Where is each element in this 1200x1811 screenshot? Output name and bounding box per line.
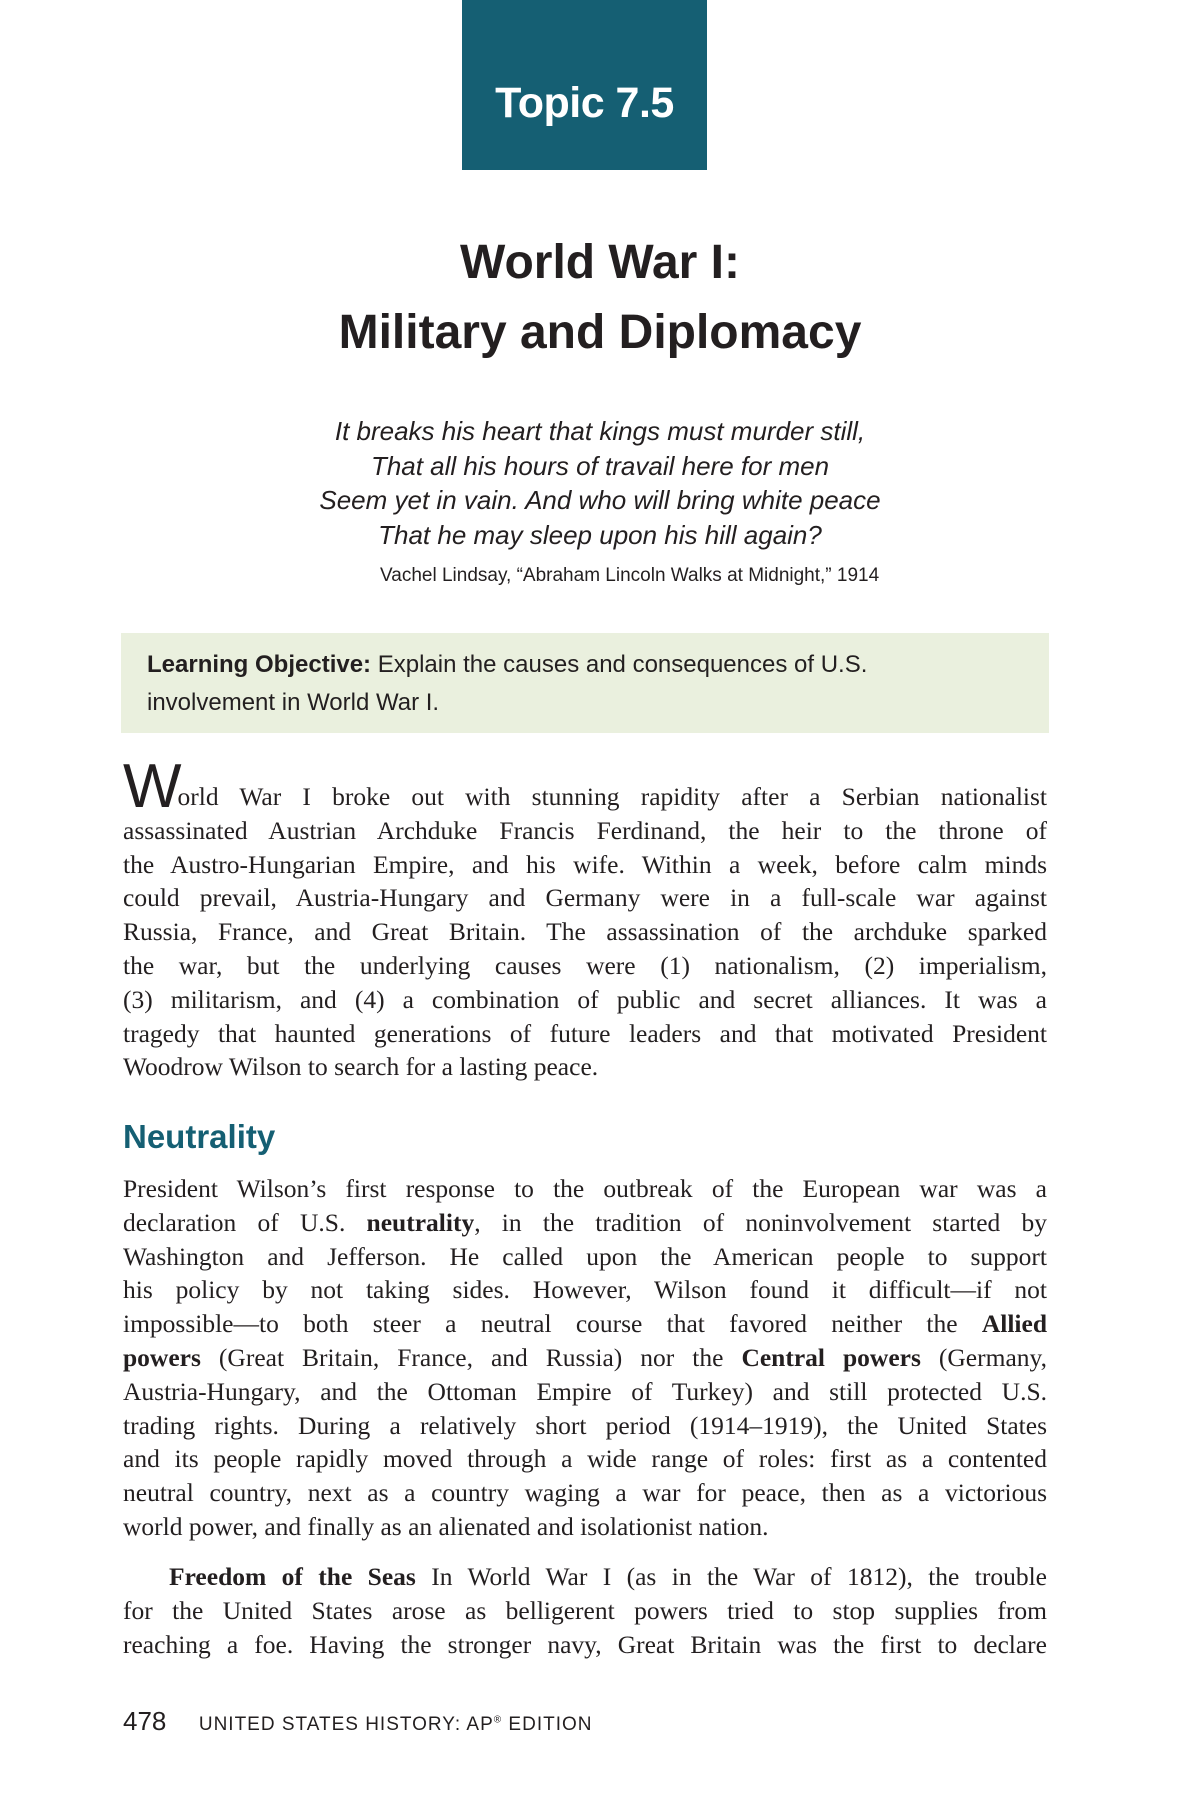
book-title	[199, 1714, 593, 1735]
title-line-1: World War I:	[460, 236, 740, 289]
title-line-2: Military and Diplomacy	[338, 306, 862, 359]
paragraph-line: Austria-Hungary, and the Ottoman Empire of Turkey) and still protected U.S.	[123, 1376, 1047, 1406]
intro-line-text: orld War I broke out with stunning rapidity after a Serbian nationalist	[177, 782, 1047, 811]
freedom-of-seas-paragraph	[123, 1560, 1047, 1661]
intro-line: the Austro-Hungarian Empire, and his wife. Within a week, before calm minds	[123, 849, 1047, 879]
epigraph-line: That he may sleep upon his hill again?	[378, 519, 822, 550]
text-run: , in the tradition of noninvolvement started by	[474, 1207, 1047, 1237]
paragraph-line: Washington and Jefferson. He called upon the American people to support	[123, 1241, 1047, 1271]
epigraph-attribution: Vachel Lindsay, “Abraham Lincoln Walks at Midnight,” 1914	[380, 565, 880, 586]
topic-label-box	[462, 0, 707, 170]
intro-line	[123, 752, 1047, 821]
learning-objective-text-1: Explain the causes and consequences of U.S.	[377, 651, 868, 678]
intro-line: Russia, France, and Great Britain. The assassination of the archduke sparked	[123, 917, 1047, 947]
paragraph-line: President Wilson’s first response to the outbreak of the European war was a	[123, 1174, 1047, 1203]
paragraph-line: reaching a foe. Having the stronger navy, Great Britain was the first to declare	[123, 1629, 1047, 1659]
text-run: (Germany,	[920, 1342, 1047, 1372]
run-in-heading: Freedom of the Seas	[169, 1562, 416, 1591]
drop-cap: W	[123, 752, 178, 821]
key-term-central-powers: Central powers	[741, 1342, 921, 1372]
page-number: 478	[123, 1706, 167, 1736]
learning-objective-box	[121, 633, 1049, 733]
intro-line: the war, but the underlying causes were (1) nationalism, (2) imperialism,	[123, 950, 1047, 980]
text-run: declaration of U.S.	[123, 1207, 367, 1237]
intro-line: Woodrow Wilson to search for a lasting peace.	[123, 1052, 599, 1082]
neutrality-paragraph	[123, 1172, 1047, 1544]
paragraph-line: neutral country, next as a country waging a war for peace, then as a victorious	[123, 1478, 1047, 1508]
paragraph-line	[123, 1307, 1047, 1341]
text-run: impossible—to both steer a neutral course that favored neither the	[123, 1309, 982, 1339]
paragraph-line: for the United States arose as belligerent powers tried to stop supplies from	[123, 1595, 1047, 1625]
intro-line: assassinated Austrian Archduke Francis Ferdinand, the heir to the throne of	[123, 815, 1047, 845]
text-run: In World War I (as in the War of 1812), the trouble	[415, 1562, 1047, 1591]
key-term-powers: powers	[123, 1342, 201, 1372]
text-run: (Great Britain, France, and Russia) nor the	[200, 1342, 742, 1372]
intro-paragraph	[123, 752, 1047, 1084]
book-title-text: UNITED STATES HISTORY: AP	[198, 1714, 494, 1735]
section-heading-neutrality: Neutrality	[123, 1118, 276, 1155]
registered-mark: ®	[493, 1714, 503, 1726]
paragraph-line: world power, and finally as an alienated and isolationist nation.	[123, 1511, 769, 1541]
epigraph-line: It breaks his heart that kings must murder still,	[334, 416, 866, 446]
book-title-edition: EDITION	[502, 1714, 593, 1735]
intro-line: tragedy that haunted generations of future leaders and that motivated President	[123, 1018, 1047, 1048]
page-title	[0, 228, 1200, 368]
intro-line: (3) militarism, and (4) a combination of public and secret alliances. It was a	[123, 984, 1047, 1014]
intro-line: could prevail, Austria-Hungary and Germany were in a full-scale war against	[123, 883, 1047, 913]
key-term-neutrality: neutrality	[366, 1207, 475, 1237]
topic-label: Topic 7.5	[495, 78, 674, 127]
learning-objective-label: Learning Objective:	[147, 651, 372, 678]
paragraph-line: trading rights. During a relatively short period (1914–1919), the United States	[123, 1410, 1047, 1440]
paragraph-line: his policy by not taking sides. However, Wilson found it difficult—if not	[123, 1275, 1047, 1305]
key-term-allied: Allied	[981, 1309, 1047, 1339]
learning-objective-text-2: involvement in World War I.	[147, 689, 440, 716]
epigraph-line: That all his hours of travail here for men	[370, 450, 830, 481]
epigraph	[0, 414, 1200, 552]
paragraph-line	[123, 1206, 1047, 1240]
paragraph-line: and its people rapidly moved through a wide range of roles: first as a contented	[123, 1444, 1047, 1474]
paragraph-line	[123, 1560, 1047, 1594]
page-footer	[123, 1706, 593, 1737]
paragraph-line	[123, 1341, 1047, 1375]
epigraph-line: Seem yet in vain. And who will bring white peace	[319, 485, 881, 515]
